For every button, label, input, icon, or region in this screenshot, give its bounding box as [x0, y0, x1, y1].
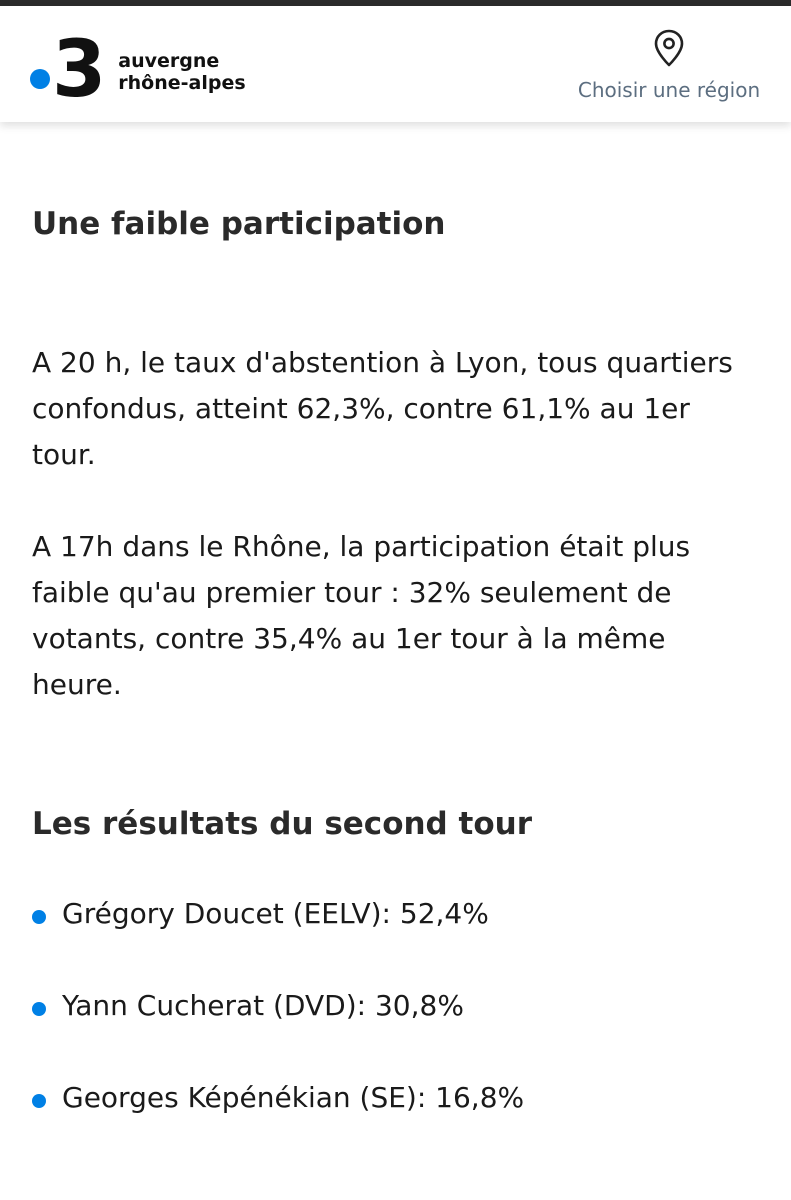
choose-region-label: Choisir une région	[577, 78, 761, 102]
france3-logo[interactable]	[30, 25, 246, 115]
logo-line-2: rhône-alpes	[118, 72, 246, 94]
logo-region-name	[118, 50, 245, 94]
paragraph-participation-rhone: A 17h dans le Rhône, la participation était plus faible qu'au premier tour : 32% seulement de votants, contre 35,4% au 1er tour à la même heure.	[32, 530, 691, 701]
result-text: Grégory Doucet (EELV): 52,4%	[62, 897, 489, 930]
bullet-dot	[32, 1094, 46, 1108]
heading-results: Les résultats du second tour	[32, 806, 533, 842]
result-item	[32, 894, 489, 934]
map-pin-icon	[651, 28, 687, 68]
logo-number: 3	[52, 25, 105, 115]
logo-dot	[30, 69, 50, 89]
result-text: Yann Cucherat (DVD): 30,8%	[62, 989, 464, 1022]
bullet-dot	[32, 910, 46, 924]
paragraph-abstention-lyon: A 20 h, le taux d'abstention à Lyon, tous quartiers confondus, atteint 62,3%, contre 61,1% au 1er tour.	[32, 346, 733, 471]
logo-line-1: auvergne	[118, 50, 220, 72]
result-item	[32, 986, 464, 1026]
choose-region-button[interactable]	[569, 28, 769, 108]
site-header	[0, 6, 791, 122]
result-item	[32, 1078, 524, 1118]
result-text: Georges Képénékian (SE): 16,8%	[62, 1081, 525, 1114]
heading-participation: Une faible participation	[32, 206, 446, 242]
bullet-dot	[32, 1002, 46, 1016]
